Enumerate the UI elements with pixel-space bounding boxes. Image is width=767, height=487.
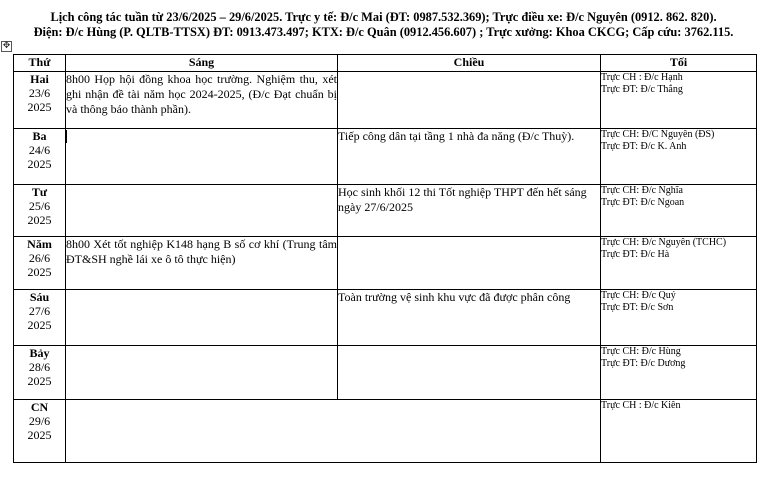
duty-phone: Trực ĐT: Đ/c K. Anh	[601, 141, 687, 152]
day-name: Hai	[30, 72, 49, 86]
duty-on-call: Trực CH : Đ/c Kiên	[601, 400, 681, 411]
day-year: 2025	[27, 374, 52, 388]
morning-cell[interactable]	[66, 346, 338, 400]
duty-on-call: Trực CH : Đ/c Hạnh	[601, 72, 683, 83]
day-year: 2025	[27, 265, 52, 279]
table-row	[14, 400, 757, 463]
evening-cell[interactable]	[601, 72, 757, 129]
duty-on-call: Trực CH: Đ/c Nghĩa	[601, 185, 683, 196]
table-row	[14, 129, 757, 185]
afternoon-cell[interactable]: Toàn trường vệ sinh khu vực đã được phân công	[338, 290, 601, 346]
evening-cell[interactable]	[601, 237, 757, 290]
day-cell	[14, 72, 66, 129]
day-date: 28/6	[28, 360, 51, 374]
day-name: Sáu	[29, 290, 50, 304]
day-date: 25/6	[28, 199, 51, 213]
day-date: 29/6	[28, 414, 51, 428]
evening-cell[interactable]	[601, 129, 757, 185]
duty-phone: Trực ĐT: Đ/c Dương	[601, 358, 686, 369]
morning-cell[interactable]: 8h00 Họp hội đồng khoa học trường. Nghiệm thu, xét ghi nhận đề tài năm học 2024-2025, (Đ/c Đạt chuẩn bị và thông báo thành phần).	[66, 72, 338, 129]
afternoon-cell[interactable]	[338, 346, 601, 400]
day-year: 2025	[27, 428, 52, 442]
day-date: 23/6	[28, 86, 51, 100]
morning-cell[interactable]	[66, 290, 338, 346]
evening-cell[interactable]	[601, 290, 757, 346]
day-name: Tư	[31, 185, 48, 199]
duty-phone: Trực ĐT: Đ/c Thắng	[601, 84, 683, 95]
table-row	[14, 346, 757, 400]
duty-phone: Trực ĐT: Đ/c Hà	[601, 249, 670, 260]
header-line-1: Lịch công tác tuần từ 23/6/2025 – 29/6/2025. Trực y tế: Đ/c Mai (ĐT: 0987.532.369); Trực điều xe: Đ/c Nguyên (0912. 862. 820).	[50, 10, 717, 24]
col-header-afternoon: Chiều	[338, 55, 601, 72]
col-header-morning: Sáng	[66, 55, 338, 72]
duty-phone: Trực ĐT: Đ/c Ngoan	[601, 197, 685, 208]
duty-on-call: Trực CH: Đ/c Hùng	[601, 346, 681, 357]
header-line-2: Điện: Đ/c Hùng (P. QLTB-TTSX) ĐT: 0913.473.497; KTX: Đ/c Quân (0912.456.607) ; Trực xưởng: Khoa CKCG; Cấp cứu: 3762.115.	[33, 25, 734, 39]
afternoon-cell[interactable]	[338, 237, 601, 290]
col-header-day: Thứ	[14, 55, 66, 72]
col-header-evening: Tối	[601, 55, 757, 72]
text-cursor	[66, 130, 67, 143]
morning-cell[interactable]	[66, 129, 338, 185]
day-cell	[14, 237, 66, 290]
afternoon-cell[interactable]	[338, 72, 601, 129]
afternoon-cell[interactable]: Tiếp công dân tại tầng 1 nhà đa năng (Đ/c Thuỳ).	[338, 129, 601, 185]
day-cell	[14, 346, 66, 400]
day-cell	[14, 290, 66, 346]
day-name: Ba	[32, 129, 47, 143]
table-header-row	[14, 55, 757, 72]
morning-cell[interactable]	[66, 185, 338, 237]
day-name: CN	[30, 400, 49, 414]
duty-phone: Trực ĐT: Đ/c Sơn	[601, 302, 674, 313]
day-year: 2025	[27, 100, 52, 114]
day-merged-cell[interactable]	[66, 400, 601, 463]
evening-cell[interactable]	[601, 400, 757, 463]
morning-cell[interactable]: 8h00 Xét tốt nghiệp K148 hạng B số cơ khí (Trung tâm ĐT&SH nghề lái xe ô tô thực hiện)	[66, 237, 338, 290]
day-year: 2025	[27, 213, 52, 227]
evening-cell[interactable]	[601, 346, 757, 400]
day-cell	[14, 185, 66, 237]
duty-on-call: Trực CH: Đ/c Nguyên (TCHC)	[601, 237, 727, 248]
table-row	[14, 237, 757, 290]
duty-on-call: Trực CH: Đ/c Quý	[601, 290, 676, 301]
day-name: Năm	[27, 237, 52, 251]
evening-cell[interactable]	[601, 185, 757, 237]
day-cell	[14, 400, 66, 463]
afternoon-cell[interactable]: Học sinh khối 12 thi Tốt nghiệp THPT đến hết sáng ngày 27/6/2025	[338, 185, 601, 237]
day-name: Bảy	[29, 346, 50, 360]
day-date: 26/6	[28, 251, 51, 265]
day-date: 27/6	[28, 304, 51, 318]
schedule-table	[13, 54, 757, 463]
day-date: 24/6	[28, 143, 51, 157]
table-row	[14, 290, 757, 346]
table-row	[14, 72, 757, 129]
duty-on-call: Trực CH: Đ/C Nguyên (ĐS)	[601, 129, 715, 140]
table-row	[14, 185, 757, 237]
day-year: 2025	[27, 318, 52, 332]
day-cell	[14, 129, 66, 185]
table-move-handle-icon[interactable]: ✥	[2, 41, 11, 51]
day-year: 2025	[27, 157, 52, 171]
